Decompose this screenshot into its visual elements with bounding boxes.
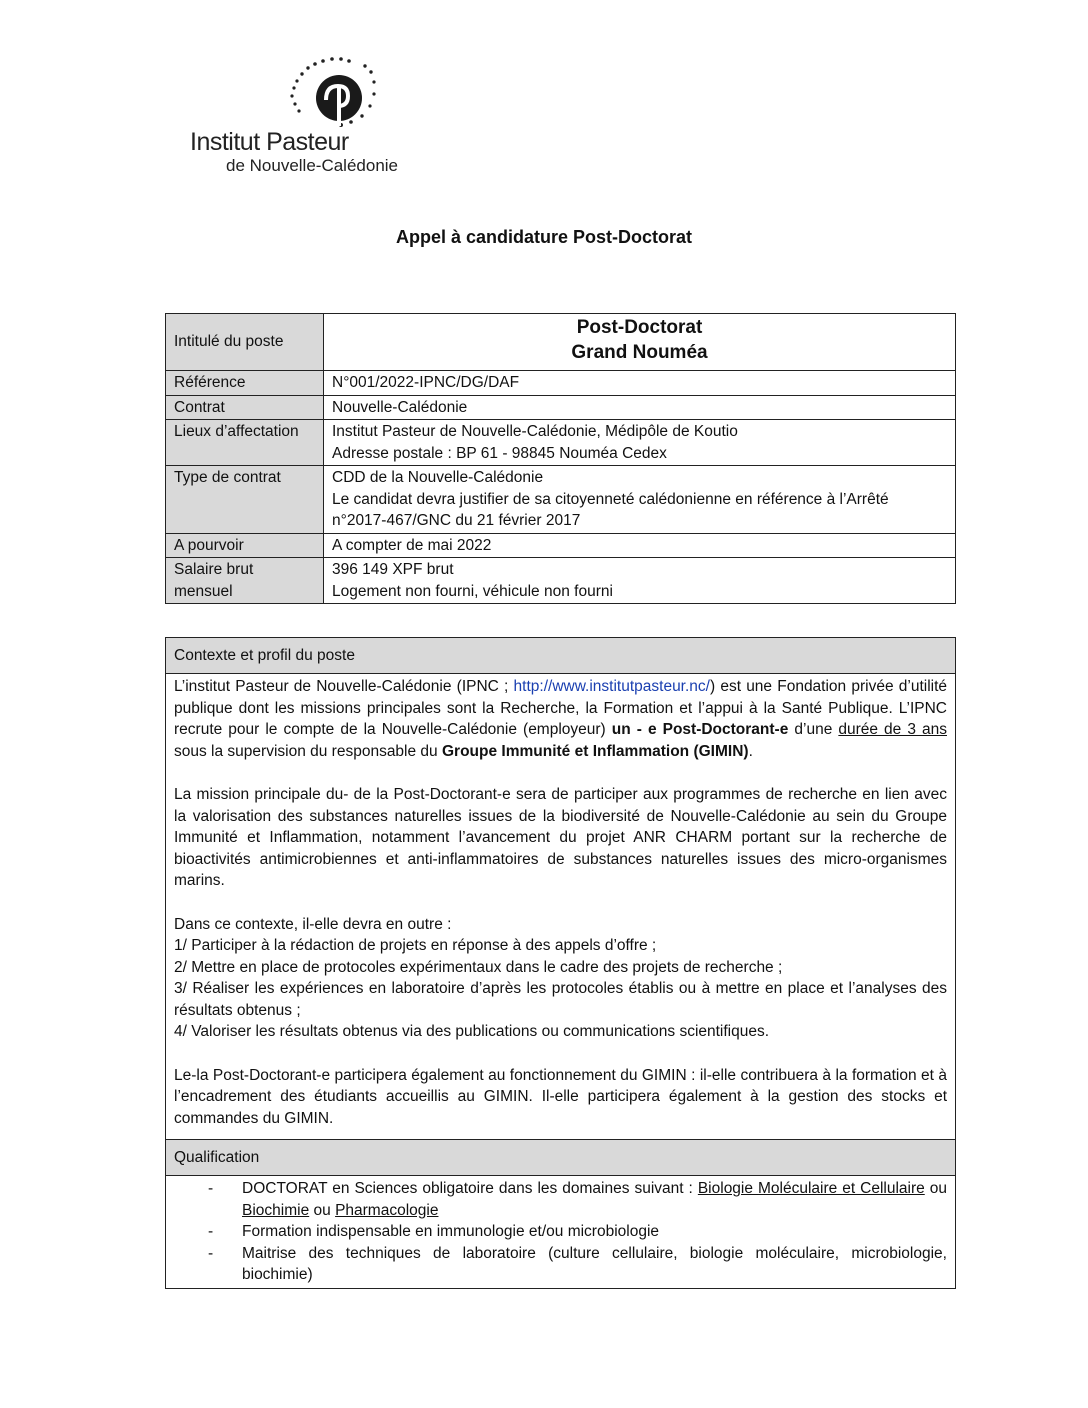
start-date-value: A compter de mai 2022 — [324, 533, 956, 558]
qualification-text: ou — [924, 1180, 947, 1197]
qualification-header: Qualification — [166, 1140, 956, 1176]
duration-text: durée de 3 ans — [838, 721, 947, 738]
context-paragraph-gimin: Le-la Post-Doctorant-e participera également au fonctionnement du GIMIN : il-elle contribuera à la formation et à l’encadrement des étudiants accueillis au GIMIN. Il-elle participera également à la gestion des stocks et commandes du GIMIN. — [174, 1066, 947, 1127]
list-item: - Maitrise des techniques de laboratoire (culture cellulaire, biologie moléculaire, microbiologie, biochimie) — [174, 1243, 947, 1286]
tasks-intro: Dans ce contexte, il-elle devra en outre : — [174, 915, 452, 933]
context-body — [166, 674, 956, 1140]
reference-label: Référence — [166, 371, 324, 396]
group-name-bold: Groupe Immunité et Inflammation (GIMIN) — [441, 742, 749, 760]
qualification-list — [174, 1178, 947, 1286]
task-item: 4/ Valoriser les résultats obtenus via des publications ou communications scientifiques. — [174, 1023, 770, 1040]
contract-label: Contrat — [166, 395, 324, 420]
page-title: Appel à candidature Post-Doctorat — [395, 227, 693, 247]
contract-type-label: Type de contrat — [166, 466, 324, 534]
salary-line2: Logement non fourni, véhicule non fourni — [332, 582, 613, 600]
context-paragraph-intro — [174, 676, 947, 762]
context-text: sous la supervision du responsable du — [174, 742, 442, 760]
qualification-text: ou — [309, 1201, 336, 1219]
table-row — [166, 558, 956, 604]
salary-cell — [324, 558, 956, 604]
location-label: Lieux d’affectation — [166, 420, 324, 466]
job-title-line2: Grand Nouméa — [571, 342, 708, 363]
table-row — [166, 420, 956, 466]
context-text: L’institut Pasteur de Nouvelle-Calédonie (IPNC ; — [174, 678, 514, 695]
table-row — [166, 1176, 956, 1289]
contract-type-line1: CDD de la Nouvelle-Calédonie — [332, 469, 544, 486]
contract-type-cell — [324, 466, 956, 534]
table-row — [166, 371, 956, 396]
location-line1: Institut Pasteur de Nouvelle-Calédonie, Médipôle de Koutio — [332, 423, 738, 440]
qualification-text: DOCTORAT en Sciences obligatoire dans les domaines suivant : — [242, 1180, 698, 1197]
logo-subtitle: de Nouvelle-Calédonie — [226, 156, 399, 175]
context-text: . — [748, 742, 753, 760]
context-header: Contexte et profil du poste — [166, 638, 956, 674]
job-title-cell — [324, 314, 956, 371]
position-title-bold: un - e Post-Doctorant-e — [611, 721, 789, 738]
salary-line1: 396 149 XPF brut — [332, 561, 454, 578]
contract-type-line2: Le candidat devra justifier de sa citoyenneté calédonienne en référence à l’Arrêté n°2017-467/GNC du 21 février 2017 — [332, 490, 889, 529]
field-biology: Biologie Moléculaire et Cellulaire — [697, 1180, 925, 1197]
table-row — [166, 314, 956, 371]
task-item: 2/ Mettre en place de protocoles expérimentaux dans le cadre des projets de recherche ; — [174, 958, 783, 976]
table-row — [166, 533, 956, 558]
table-row — [166, 466, 956, 534]
field-pharmacology: Pharmacologie — [335, 1201, 439, 1219]
contract-value: Nouvelle-Calédonie — [324, 395, 956, 420]
job-title-label: Intitulé du poste — [166, 314, 324, 371]
task-item: 1/ Participer à la rédaction de projets en réponse à des appels d’offre ; — [174, 937, 657, 954]
table-row — [166, 638, 956, 674]
location-line2: Adresse postale : BP 61 - 98845 Nouméa Cedex — [332, 444, 667, 462]
start-date-label: A pourvoir — [166, 533, 324, 558]
reference-value: N°001/2022-IPNC/DG/DAF — [324, 371, 956, 396]
ipnc-website-link[interactable]: http://www.institutpasteur.nc/ — [513, 678, 710, 695]
context-text: d’une — [788, 721, 839, 738]
job-title-line1: Post-Doctorat — [576, 317, 703, 338]
context-text: ) est une Fondation privée d’utilité publique dont les missions principales sont la Recherche, la Formation et l’appui à la Santé Publique. L’IPNC recrute pour le compte de la Nouvelle-Calédonie (employeur) — [174, 678, 948, 738]
list-item — [174, 1178, 947, 1221]
location-cell — [324, 420, 956, 466]
logo-title: Institut Pasteur — [190, 128, 349, 156]
table-row — [166, 674, 956, 1140]
task-item: 3/ Réaliser les expériences en laboratoire d’après les protocoles établis ou à mettre en place et l’analyses des résultats obtenus ; — [174, 980, 947, 1019]
context-paragraph-tasks — [174, 914, 947, 1043]
table-row — [166, 1140, 956, 1176]
table-row — [166, 395, 956, 420]
field-biochemistry: Biochimie — [242, 1201, 310, 1219]
salary-label: Salaire brut mensuel — [166, 558, 324, 604]
list-item: - Formation indispensable en immunologie et/ou microbiologie — [174, 1221, 947, 1243]
job-info-table — [165, 313, 956, 604]
job-description-table — [165, 637, 956, 1289]
qualification-body — [166, 1176, 956, 1289]
context-paragraph-mission: La mission principale du- de la Post-Doctorant-e sera de participer aux programmes de recherche en lien avec la valorisation des substances naturelles issues de la biodiversité de Nouvelle-Calédonie au sein du Groupe Immunité et Inflammation, notamment l’avancement du projet ANR CHARM portant sur la recherche de bioactivités antimicrobiennes et anti-inflammatoires de substances naturelles issues des micro-organismes marins. — [174, 786, 947, 889]
